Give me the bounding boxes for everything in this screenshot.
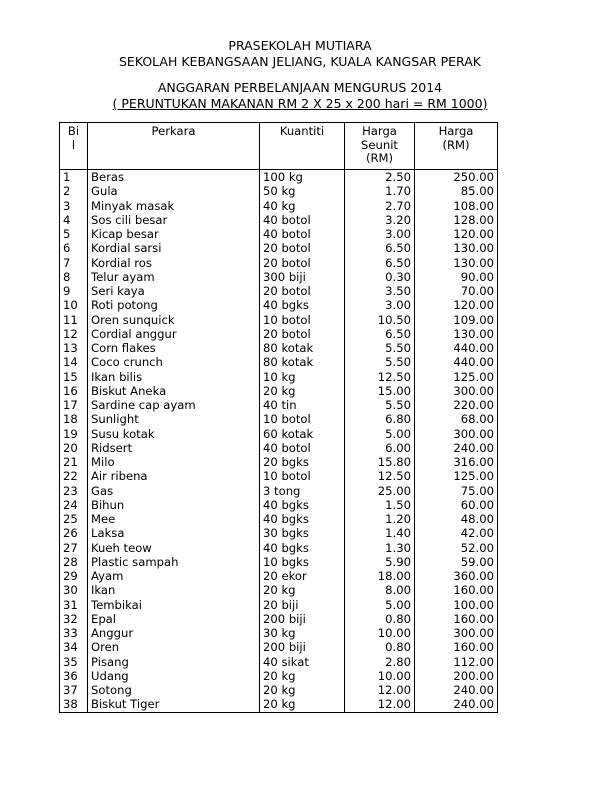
row-quantity: 20 botol — [260, 241, 345, 255]
row-item: Anggur — [88, 626, 260, 640]
row-total-price: 440.00 — [415, 341, 498, 355]
row-item: Ikan — [88, 583, 260, 597]
row-number: 9 — [60, 284, 88, 298]
row-quantity: 3 tong — [260, 484, 345, 498]
table-row — [60, 256, 498, 270]
row-quantity: 10 botol — [260, 469, 345, 483]
row-unit-price: 1.40 — [345, 526, 415, 540]
row-number: 14 — [60, 355, 88, 369]
table-row — [60, 284, 498, 298]
table-row — [60, 569, 498, 583]
row-number: 23 — [60, 484, 88, 498]
row-total-price: 75.00 — [415, 484, 498, 498]
row-quantity: 40 sikat — [260, 655, 345, 669]
row-total-price: 130.00 — [415, 327, 498, 341]
table-row — [60, 455, 498, 469]
column-header-total-price: Harga (RM) — [415, 123, 498, 170]
column-header-no: Bi l — [60, 123, 88, 170]
row-item: Oren sunquick — [88, 313, 260, 327]
row-unit-price: 5.90 — [345, 555, 415, 569]
row-number: 3 — [60, 199, 88, 213]
row-quantity: 40 bgks — [260, 541, 345, 555]
row-number: 11 — [60, 313, 88, 327]
row-total-price: 200.00 — [415, 669, 498, 683]
row-item: Oren — [88, 640, 260, 654]
row-quantity: 10 kg — [260, 370, 345, 384]
row-item: Ayam — [88, 569, 260, 583]
row-number: 20 — [60, 441, 88, 455]
row-total-price: 125.00 — [415, 469, 498, 483]
row-total-price: 160.00 — [415, 612, 498, 626]
row-item: Biskut Aneka — [88, 384, 260, 398]
row-total-price: 240.00 — [415, 697, 498, 712]
row-item: Roti potong — [88, 298, 260, 312]
row-total-price: 300.00 — [415, 626, 498, 640]
row-item: Sos cili besar — [88, 213, 260, 227]
row-number: 32 — [60, 612, 88, 626]
row-item: Ridsert — [88, 441, 260, 455]
row-item: Minyak masak — [88, 199, 260, 213]
row-number: 29 — [60, 569, 88, 583]
row-number: 8 — [60, 270, 88, 284]
row-quantity: 80 kotak — [260, 355, 345, 369]
table-row — [60, 199, 498, 213]
table-row — [60, 640, 498, 654]
row-item: Tembikai — [88, 598, 260, 612]
row-item: Udang — [88, 669, 260, 683]
table-row — [60, 583, 498, 597]
row-total-price: 300.00 — [415, 427, 498, 441]
row-quantity: 200 biji — [260, 640, 345, 654]
row-total-price: 130.00 — [415, 241, 498, 255]
row-number: 36 — [60, 669, 88, 683]
row-unit-price: 1.30 — [345, 541, 415, 555]
row-unit-price: 15.00 — [345, 384, 415, 398]
table-row — [60, 412, 498, 426]
row-quantity: 20 kg — [260, 669, 345, 683]
row-item: Kordial sarsi — [88, 241, 260, 255]
row-quantity: 20 botol — [260, 327, 345, 341]
row-number: 4 — [60, 213, 88, 227]
row-total-price: 120.00 — [415, 298, 498, 312]
row-number: 6 — [60, 241, 88, 255]
row-unit-price: 0.80 — [345, 612, 415, 626]
school-name: PRASEKOLAH MUTIARA — [228, 38, 372, 53]
table-row — [60, 298, 498, 312]
table-row — [60, 341, 498, 355]
allocation-note-text: ( PERUNTUKAN MAKANAN RM 2 X 25 x 200 hari = RM 1000) — [112, 96, 488, 111]
table-row — [60, 526, 498, 540]
row-total-price: 316.00 — [415, 455, 498, 469]
column-header-quantity: Kuantiti — [260, 123, 345, 170]
row-total-price: 120.00 — [415, 227, 498, 241]
table-row — [60, 655, 498, 669]
row-unit-price: 5.50 — [345, 341, 415, 355]
table-row — [60, 484, 498, 498]
row-unit-price: 25.00 — [345, 484, 415, 498]
row-quantity: 10 botol — [260, 412, 345, 426]
row-item: Sardine cap ayam — [88, 398, 260, 412]
row-unit-price: 5.50 — [345, 398, 415, 412]
row-unit-price: 12.00 — [345, 683, 415, 697]
school-address: SEKOLAH KEBANGSAAN JELIANG, KUALA KANGSAR PERAK — [119, 54, 481, 69]
row-unit-price: 1.20 — [345, 512, 415, 526]
row-unit-price: 2.80 — [345, 655, 415, 669]
row-item: Bihun — [88, 498, 260, 512]
row-total-price: 108.00 — [415, 199, 498, 213]
row-quantity: 50 kg — [260, 184, 345, 198]
row-unit-price: 0.80 — [345, 640, 415, 654]
row-unit-price: 10.00 — [345, 626, 415, 640]
table-row — [60, 512, 498, 526]
table-row — [60, 669, 498, 683]
row-item: Kueh teow — [88, 541, 260, 555]
row-total-price: 68.00 — [415, 412, 498, 426]
row-total-price: 90.00 — [415, 270, 498, 284]
budget-table-body — [60, 170, 498, 713]
budget-table — [59, 122, 498, 713]
row-total-price: 60.00 — [415, 498, 498, 512]
row-unit-price: 2.50 — [345, 170, 415, 185]
row-item: Biskut Tiger — [88, 697, 260, 712]
row-number: 26 — [60, 526, 88, 540]
table-row — [60, 683, 498, 697]
table-row — [60, 213, 498, 227]
row-total-price: 160.00 — [415, 640, 498, 654]
row-total-price: 109.00 — [415, 313, 498, 327]
row-unit-price: 1.50 — [345, 498, 415, 512]
row-quantity: 40 tin — [260, 398, 345, 412]
row-total-price: 128.00 — [415, 213, 498, 227]
row-quantity: 10 bgks — [260, 555, 345, 569]
row-item: Kordial ros — [88, 256, 260, 270]
row-number: 33 — [60, 626, 88, 640]
column-header-unit-price: Harga Seunit (RM) — [345, 123, 415, 170]
row-number: 24 — [60, 498, 88, 512]
row-unit-price: 10.50 — [345, 313, 415, 327]
row-number: 18 — [60, 412, 88, 426]
row-total-price: 85.00 — [415, 184, 498, 198]
table-row — [60, 498, 498, 512]
row-number: 1 — [60, 170, 88, 185]
row-number: 21 — [60, 455, 88, 469]
row-item: Plastic sampah — [88, 555, 260, 569]
row-item: Telur ayam — [88, 270, 260, 284]
row-unit-price: 0.30 — [345, 270, 415, 284]
row-total-price: 240.00 — [415, 441, 498, 455]
table-row — [60, 313, 498, 327]
row-number: 35 — [60, 655, 88, 669]
row-quantity: 40 bgks — [260, 298, 345, 312]
row-number: 34 — [60, 640, 88, 654]
row-unit-price: 6.50 — [345, 241, 415, 255]
row-quantity: 30 kg — [260, 626, 345, 640]
table-row — [60, 384, 498, 398]
row-unit-price: 3.50 — [345, 284, 415, 298]
row-total-price: 59.00 — [415, 555, 498, 569]
row-quantity: 20 kg — [260, 583, 345, 597]
row-quantity: 100 kg — [260, 170, 345, 185]
row-item: Corn flakes — [88, 341, 260, 355]
table-row — [60, 612, 498, 626]
row-item: Cordial anggur — [88, 327, 260, 341]
row-total-price: 240.00 — [415, 683, 498, 697]
row-item: Susu kotak — [88, 427, 260, 441]
row-unit-price: 5.50 — [345, 355, 415, 369]
row-total-price: 440.00 — [415, 355, 498, 369]
row-unit-price: 5.00 — [345, 427, 415, 441]
table-row — [60, 327, 498, 341]
table-row — [60, 227, 498, 241]
row-total-price: 250.00 — [415, 170, 498, 185]
row-number: 15 — [60, 370, 88, 384]
row-item: Sunlight — [88, 412, 260, 426]
table-row — [60, 427, 498, 441]
row-quantity: 20 kg — [260, 384, 345, 398]
row-number: 17 — [60, 398, 88, 412]
row-quantity: 40 bgks — [260, 498, 345, 512]
row-total-price: 100.00 — [415, 598, 498, 612]
row-unit-price: 12.50 — [345, 469, 415, 483]
row-number: 10 — [60, 298, 88, 312]
row-total-price: 130.00 — [415, 256, 498, 270]
row-quantity: 20 kg — [260, 683, 345, 697]
row-number: 7 — [60, 256, 88, 270]
table-row — [60, 541, 498, 555]
row-unit-price: 12.50 — [345, 370, 415, 384]
row-quantity: 30 bgks — [260, 526, 345, 540]
row-item: Air ribena — [88, 469, 260, 483]
table-row — [60, 441, 498, 455]
row-quantity: 20 kg — [260, 697, 345, 712]
row-quantity: 300 biji — [260, 270, 345, 284]
row-total-price: 42.00 — [415, 526, 498, 540]
table-header-row — [60, 123, 498, 170]
row-total-price: 360.00 — [415, 569, 498, 583]
table-row — [60, 398, 498, 412]
row-quantity: 80 kotak — [260, 341, 345, 355]
row-item: Milo — [88, 455, 260, 469]
row-number: 19 — [60, 427, 88, 441]
table-row — [60, 697, 498, 712]
row-number: 38 — [60, 697, 88, 712]
row-item: Ikan bilis — [88, 370, 260, 384]
row-total-price: 300.00 — [415, 384, 498, 398]
row-quantity: 40 bgks — [260, 512, 345, 526]
table-row — [60, 469, 498, 483]
row-quantity: 20 botol — [260, 284, 345, 298]
row-item: Epal — [88, 612, 260, 626]
row-unit-price: 6.80 — [345, 412, 415, 426]
row-item: Pisang — [88, 655, 260, 669]
row-quantity: 20 ekor — [260, 569, 345, 583]
row-total-price: 52.00 — [415, 541, 498, 555]
table-row — [60, 170, 498, 185]
row-unit-price: 18.00 — [345, 569, 415, 583]
row-total-price: 70.00 — [415, 284, 498, 298]
row-item: Kicap besar — [88, 227, 260, 241]
row-number: 30 — [60, 583, 88, 597]
row-item: Seri kaya — [88, 284, 260, 298]
row-unit-price: 5.00 — [345, 598, 415, 612]
row-unit-price: 3.00 — [345, 298, 415, 312]
row-unit-price: 6.50 — [345, 327, 415, 341]
row-quantity: 40 botol — [260, 227, 345, 241]
row-quantity: 20 botol — [260, 256, 345, 270]
row-unit-price: 3.20 — [345, 213, 415, 227]
row-quantity: 20 bgks — [260, 455, 345, 469]
table-row — [60, 355, 498, 369]
row-unit-price: 3.00 — [345, 227, 415, 241]
row-unit-price: 15.80 — [345, 455, 415, 469]
row-item: Laksa — [88, 526, 260, 540]
row-unit-price: 8.00 — [345, 583, 415, 597]
row-total-price: 125.00 — [415, 370, 498, 384]
row-number: 25 — [60, 512, 88, 526]
row-quantity: 20 biji — [260, 598, 345, 612]
row-number: 5 — [60, 227, 88, 241]
row-item: Coco crunch — [88, 355, 260, 369]
column-header-item: Perkara — [88, 123, 260, 170]
row-total-price: 48.00 — [415, 512, 498, 526]
row-total-price: 160.00 — [415, 583, 498, 597]
row-number: 28 — [60, 555, 88, 569]
row-item: Mee — [88, 512, 260, 526]
row-item: Sotong — [88, 683, 260, 697]
allocation-note — [0, 96, 600, 112]
table-row — [60, 270, 498, 284]
table-row — [60, 626, 498, 640]
table-row — [60, 241, 498, 255]
row-quantity: 200 biji — [260, 612, 345, 626]
row-number: 31 — [60, 598, 88, 612]
row-quantity: 40 botol — [260, 213, 345, 227]
row-unit-price: 12.00 — [345, 697, 415, 712]
row-unit-price: 6.00 — [345, 441, 415, 455]
row-quantity: 40 kg — [260, 199, 345, 213]
row-number: 12 — [60, 327, 88, 341]
row-number: 2 — [60, 184, 88, 198]
row-number: 27 — [60, 541, 88, 555]
table-row — [60, 555, 498, 569]
table-row — [60, 598, 498, 612]
row-unit-price: 2.70 — [345, 199, 415, 213]
row-total-price: 220.00 — [415, 398, 498, 412]
row-item: Gula — [88, 184, 260, 198]
table-row — [60, 184, 498, 198]
table-row — [60, 370, 498, 384]
row-quantity: 60 kotak — [260, 427, 345, 441]
row-unit-price: 6.50 — [345, 256, 415, 270]
budget-title: ANGGARAN PERBELANJAAN MENGURUS 2014 — [157, 80, 443, 95]
row-item: Beras — [88, 170, 260, 185]
row-unit-price: 1.70 — [345, 184, 415, 198]
row-number: 37 — [60, 683, 88, 697]
row-item: Gas — [88, 484, 260, 498]
row-number: 16 — [60, 384, 88, 398]
row-unit-price: 10.00 — [345, 669, 415, 683]
row-quantity: 40 botol — [260, 441, 345, 455]
row-number: 22 — [60, 469, 88, 483]
row-number: 13 — [60, 341, 88, 355]
row-total-price: 112.00 — [415, 655, 498, 669]
row-quantity: 10 botol — [260, 313, 345, 327]
